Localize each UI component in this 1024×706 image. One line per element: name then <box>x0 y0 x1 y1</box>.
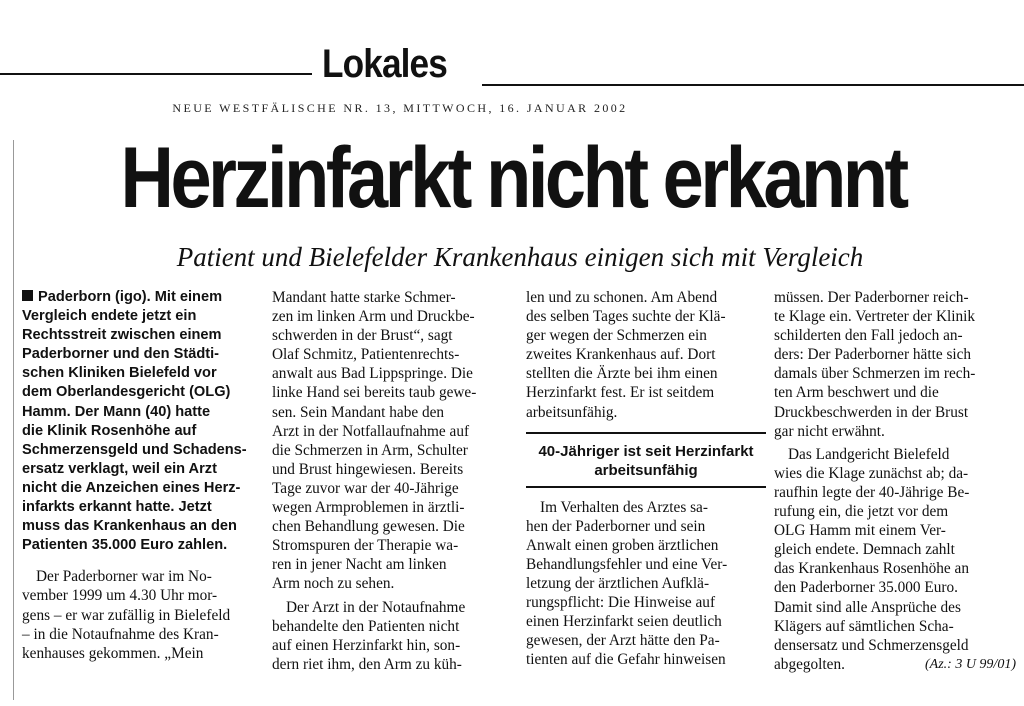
body-line: sen. Sein Mandant habe den <box>272 403 445 421</box>
body-line: Damit sind alle Ansprüche des <box>774 598 961 616</box>
body-line: Behandlungsfehler und eine Ver- <box>526 555 728 573</box>
article-headline: Herzinfarkt nicht erkannt <box>120 130 906 226</box>
intermediate-heading <box>526 442 766 480</box>
body-line: des selben Tages suchte der Klä- <box>526 308 726 326</box>
body-line: vember 1999 um 4.30 Uhr mor- <box>22 587 218 605</box>
body-line: te Klage ein. Vertreter der Klinik <box>774 308 976 326</box>
body-line: Mandant hatte starke Schmer- <box>272 289 456 306</box>
body-line: gewesen, der Arzt hätte den Pa- <box>526 632 720 650</box>
body-line: auf einen Herzinfarkt hin, son- <box>272 636 461 654</box>
lead-line: dem Oberlandesgericht (OLG) <box>22 384 231 401</box>
section-rule-right <box>482 84 1024 86</box>
body-line: kenhauses gekommen. „Mein <box>22 644 204 662</box>
body-line: chen Behandlung gewesen. Die <box>272 518 465 536</box>
body-line: letzung der ärztlichen Aufklä- <box>526 575 710 593</box>
body-line: zen im linken Arm und Druckbe- <box>272 308 475 326</box>
body-line-text: abgegolten. <box>774 655 845 673</box>
body-line: Klägers auf sämtlichen Scha- <box>774 617 954 635</box>
body-line: die Schmerzen in Arm, Schulter <box>272 441 468 459</box>
article-column-4 <box>774 288 1016 674</box>
body-line: ders: Der Paderborner hätte sich <box>774 346 972 364</box>
body-line: Der Arzt in der Notaufnahme <box>286 598 466 616</box>
body-line: und Brust hingewiesen. Bereits <box>272 460 464 478</box>
lead-line: Hamm. Der Mann (40) hatte <box>22 403 211 420</box>
body-line: Anwalt einen groben ärztlichen <box>526 536 719 554</box>
body-line: tienten auf die Gefahr hinweisen <box>526 651 726 669</box>
section-title: Lokales <box>322 42 447 86</box>
lead-line: schen Kliniken Bielefeld vor <box>22 365 217 382</box>
body-line: wegen Armproblemen in ärztli- <box>272 499 465 517</box>
body-line: müssen. Der Paderborner reich- <box>774 289 969 306</box>
body-paragraph <box>272 288 512 594</box>
body-line: behandelte den Patienten nicht <box>272 617 460 635</box>
body-line: arbeitsunfähig. <box>526 403 618 421</box>
body-line: gens – er war zufällig in Bielefeld <box>22 606 231 624</box>
heading-line: arbeitsunfähig <box>594 461 698 479</box>
body-line: wies die Klage zunächst ab; da- <box>774 464 969 482</box>
dateline: NEUE WESTFÄLISCHE NR. 13, MITTWOCH, 16. JANUAR 2002 <box>172 101 628 115</box>
article-column-2 <box>272 288 512 674</box>
body-line: ger wegen der Schmerzen ein <box>526 327 707 345</box>
body-line: Im Verhalten des Arztes sa- <box>540 498 708 516</box>
body-line: Tage zuvor war der 40-Jährige <box>272 479 459 497</box>
body-line: dern riet ihm, den Arm zu küh- <box>272 655 462 673</box>
body-line: ten Arm beschwert und die <box>774 384 939 402</box>
body-line: raufhin legte der 40-Jährige Be- <box>774 483 970 501</box>
subheading-rule-top <box>526 432 766 434</box>
body-line: OLG Hamm mit einem Ver- <box>774 522 946 540</box>
body-paragraph <box>22 567 266 662</box>
body-line: Stromspuren der Therapie wa- <box>272 537 459 555</box>
lead-line: nicht die Anzeichen eines Herz- <box>22 479 241 496</box>
body-line: rufung ein, die jetzt vor dem <box>774 503 949 521</box>
body-line: gleich endete. Demnach zahlt <box>774 541 955 559</box>
lead-line: infarkts erkannt hatte. Jetzt <box>22 499 212 516</box>
body-line: den Paderborner 35.000 Euro. <box>774 579 958 597</box>
lead-line: muss das Krankenhaus an den <box>22 518 237 535</box>
body-line: len und zu schonen. Am Abend <box>526 289 718 306</box>
body-line: Der Paderborner war im No- <box>36 568 212 586</box>
body-line: Arzt in der Notfallaufnahme auf <box>272 422 470 440</box>
article-column-1 <box>22 288 266 663</box>
lead-line: Rechtsstreit zwischen einem <box>22 327 222 344</box>
section-rule-left <box>0 73 312 75</box>
body-line: Herzinfarkt fest. Er ist seitdem <box>526 384 715 402</box>
article-lead <box>22 288 266 555</box>
body-line: schwerden in der Brust“, sagt <box>272 327 453 345</box>
margin-rule <box>13 140 14 700</box>
body-line: Das Landgericht Bielefeld <box>788 445 950 463</box>
body-line: ren in jener Nacht am linken <box>272 556 447 574</box>
body-line: einen Herzinfarkt seien deutlich <box>526 613 722 631</box>
square-bullet-icon <box>22 290 33 301</box>
body-paragraph <box>774 288 1016 441</box>
body-line: damals über Schmerzen im rech- <box>774 365 976 383</box>
body-line: schilderten den Fall jedoch an- <box>774 327 963 345</box>
body-line: zweites Krankenhaus auf. Dort <box>526 346 716 364</box>
lead-line: die Klinik Rosenhöhe auf <box>22 422 197 439</box>
body-line-last <box>774 655 1016 674</box>
body-line: linke Hand sei bereits taub gewe- <box>272 384 477 402</box>
body-line: gar nicht erwähnt. <box>774 422 885 440</box>
body-line: anwalt aus Bad Lippspringe. Die <box>272 365 473 383</box>
body-paragraph <box>272 598 512 674</box>
body-line: rungspflicht: Die Hinweise auf <box>526 594 716 612</box>
body-line: densersatz und Schmerzensgeld <box>774 636 969 654</box>
lead-line: Paderborner und den Städti- <box>22 346 220 363</box>
body-line: stellten die Ärzte bei ihm einen <box>526 365 718 383</box>
lead-line: Vergleich endete jetzt ein <box>22 308 197 325</box>
section-header <box>0 40 1024 100</box>
body-line: das Krankenhaus Rosenhöhe an <box>774 560 969 578</box>
case-citation: (Az.: 3 U 99/01) <box>925 656 1016 672</box>
body-line: Druckbeschwerden in der Brust <box>774 403 969 421</box>
subheading-rule-bottom <box>526 486 766 488</box>
body-line: – in die Notaufnahme des Kran- <box>22 625 219 643</box>
lead-line: Patienten 35.000 Euro zahlen. <box>22 537 228 554</box>
heading-line: 40-Jähriger ist seit Herzinfarkt <box>538 442 754 460</box>
body-paragraph <box>526 498 766 670</box>
body-line: Olaf Schmitz, Patientenrechts- <box>272 346 460 364</box>
lead-line: Schmerzensgeld und Schadens- <box>22 441 247 458</box>
body-paragraph <box>774 445 1016 674</box>
article-column-3 <box>526 288 766 670</box>
body-line: hen der Paderborner und sein <box>526 517 706 535</box>
body-line: Arm noch zu sehen. <box>272 575 395 593</box>
article-subheadline: Patient und Bielefelder Krankenhaus einigen sich mit Vergleich <box>176 242 864 272</box>
body-paragraph <box>526 288 766 422</box>
lead-line: ersatz verklagt, weil ein Arzt <box>22 460 217 477</box>
lead-line: Paderborn (igo). Mit einem <box>22 288 266 307</box>
